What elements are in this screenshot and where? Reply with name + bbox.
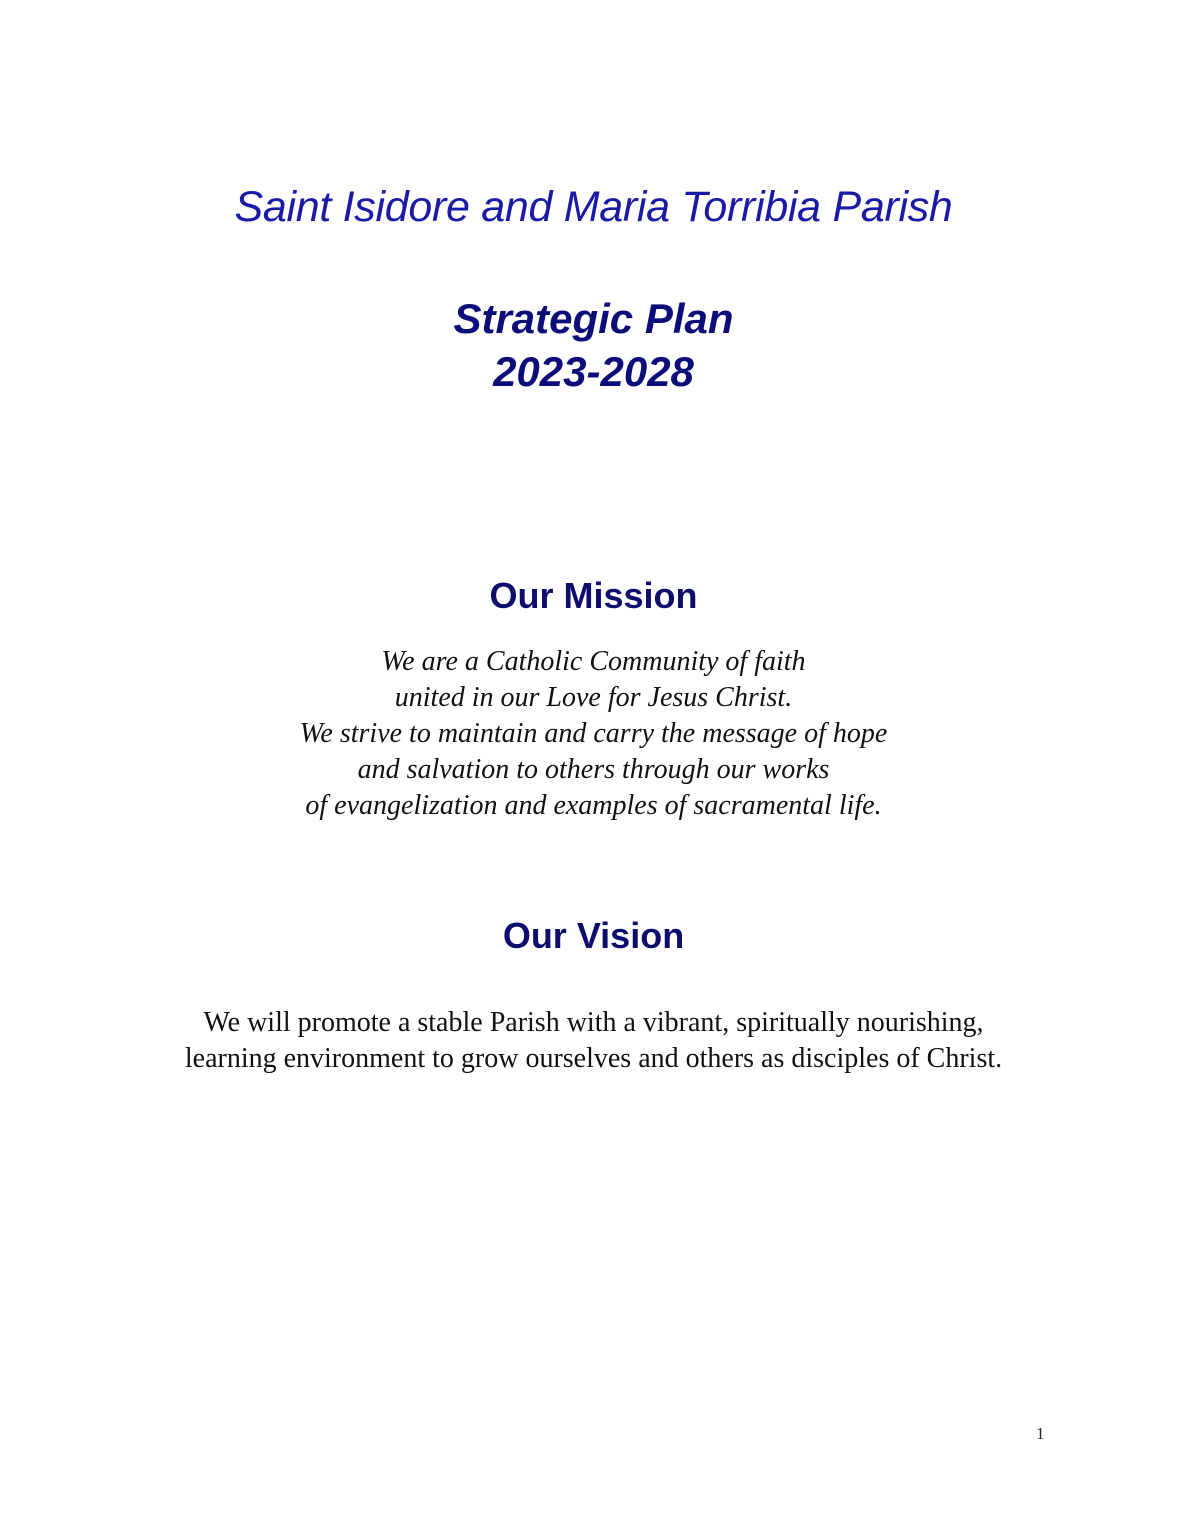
mission-line: united in our Love for Jesus Christ. bbox=[394, 682, 793, 713]
vision-statement bbox=[0, 1005, 1187, 1077]
vision-line: learning environment to grow ourselves and others as disciples of Christ. bbox=[184, 1043, 1003, 1074]
mission-statement bbox=[0, 644, 1187, 824]
plan-years: 2023-2028 bbox=[493, 348, 694, 395]
plan-title: Strategic Plan bbox=[453, 295, 734, 342]
page-number: 1 bbox=[1036, 1424, 1045, 1443]
parish-name-title: Saint Isidore and Maria Torribia Parish bbox=[234, 183, 953, 231]
vision-line: We will promote a stable Parish with a vibrant, spiritually nourishing, bbox=[203, 1007, 984, 1038]
mission-line: of evangelization and examples of sacramental life. bbox=[305, 790, 882, 821]
mission-line: We are a Catholic Community of faith bbox=[381, 646, 806, 677]
mission-heading: Our Mission bbox=[489, 575, 698, 616]
mission-line: We strive to maintain and carry the message of hope bbox=[299, 718, 888, 749]
mission-line: and salvation to others through our works bbox=[357, 754, 830, 785]
plan-title-block bbox=[0, 292, 1187, 398]
vision-heading: Our Vision bbox=[502, 915, 685, 956]
